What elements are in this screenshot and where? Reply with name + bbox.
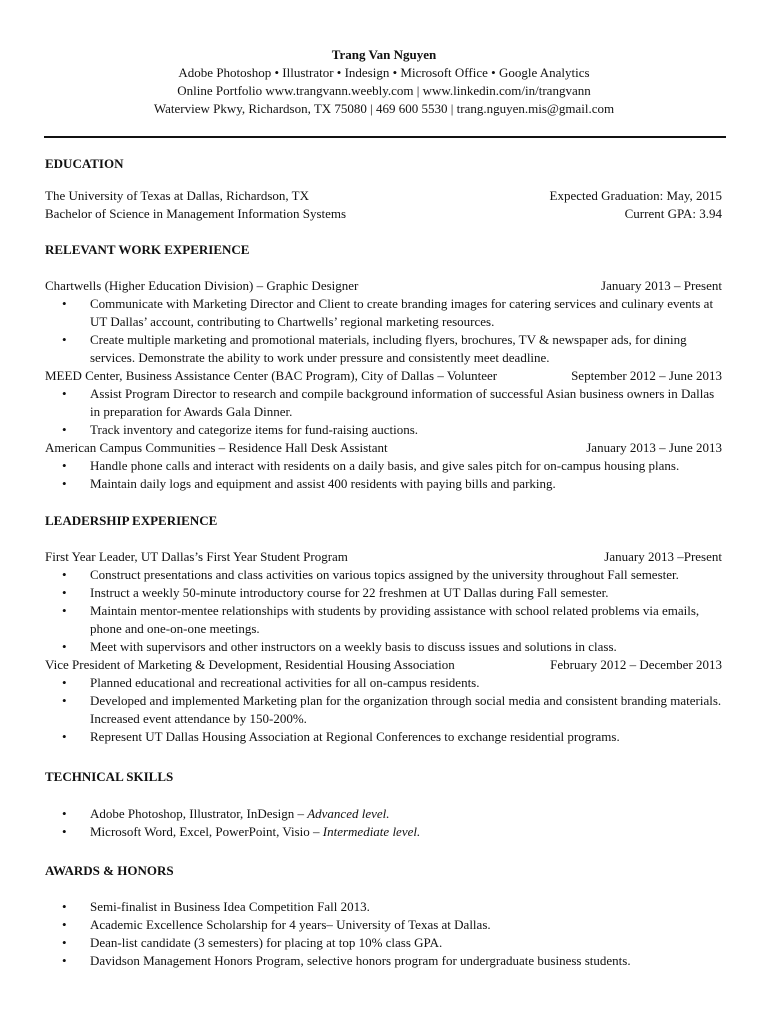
degree: Bachelor of Science in Management Information Systems bbox=[45, 206, 347, 221]
technical-block bbox=[45, 805, 722, 841]
awards-block bbox=[45, 898, 722, 970]
role-bullet: • Represent UT Dallas Housing Association at Regional Conferences to exchange residential programs. bbox=[45, 728, 722, 746]
job-bullet: • Maintain daily logs and equipment and assist 400 residents with paying bills and parking. bbox=[45, 475, 722, 493]
award-item: • Davidson Management Honors Program, selective honors program for undergraduate business students. bbox=[45, 952, 722, 970]
portfolio-line: Online Portfolio www.trangvann.weebly.com | www.linkedin.com/in/trangvann bbox=[177, 83, 591, 98]
section-title-work: RELEVANT WORK EXPERIENCE bbox=[45, 242, 250, 257]
skill-level: Intermediate level. bbox=[322, 824, 421, 839]
section-title-education: EDUCATION bbox=[45, 156, 124, 171]
role-dates: January 2013 –Present bbox=[604, 549, 722, 564]
section-title-awards: AWARDS & HONORS bbox=[45, 863, 174, 878]
job-bullet: • Communicate with Marketing Director and Client to create branding images for catering services and culinary events at UT Dallas’ account, contributing to Chartwells’ regional marketing resources. bbox=[45, 295, 722, 331]
job-dates: January 2013 – Present bbox=[601, 278, 722, 293]
role-dates: February 2012 – December 2013 bbox=[550, 657, 722, 672]
section-title-technical: TECHNICAL SKILLS bbox=[45, 769, 174, 784]
role-bullet: • Developed and implemented Marketing plan for the organization through social media and consistent branding materials. Increased event attendance by 150-200%. bbox=[45, 692, 722, 728]
contact-line: Waterview Pkwy, Richardson, TX 75080 | 469 600 5530 | trang.nguyen.mis@gmail.com bbox=[153, 101, 615, 116]
section-title-leadership: LEADERSHIP EXPERIENCE bbox=[45, 513, 218, 528]
role-org: Vice President of Marketing & Development, Residential Housing Association bbox=[45, 657, 455, 672]
skill-text: Adobe Photoshop, Illustrator, InDesign – bbox=[90, 806, 308, 821]
skill-item bbox=[45, 805, 722, 823]
job-org: Chartwells (Higher Education Division) – Graphic Designer bbox=[45, 278, 359, 293]
role-bullet: • Construct presentations and class activities on various topics assigned by the university throughout Fall semester. bbox=[45, 566, 722, 584]
job-bullet: • Handle phone calls and interact with residents on a daily basis, and give sales pitch for on-campus housing plans. bbox=[45, 457, 722, 475]
skill-level: Advanced level. bbox=[307, 806, 390, 821]
work-block bbox=[45, 277, 722, 493]
skill-item bbox=[45, 823, 722, 841]
school-name: The University of Texas at Dallas, Richardson, TX bbox=[45, 188, 309, 203]
leadership-block bbox=[45, 548, 722, 746]
role-bullet: • Planned educational and recreational activities for all on-campus residents. bbox=[45, 674, 722, 692]
header-divider bbox=[44, 136, 726, 138]
job-bullet: • Create multiple marketing and promotional materials, including flyers, brochures, TV & newspaper ads, for dining services. Demonstrate the ability to work under pressure and consistently meet deadline. bbox=[45, 331, 722, 367]
job-org: American Campus Communities – Residence Hall Desk Assistant bbox=[45, 440, 388, 455]
candidate-name: Trang Van Nguyen bbox=[331, 47, 437, 62]
job-dates: January 2013 – June 2013 bbox=[586, 440, 722, 455]
award-item: • Academic Excellence Scholarship for 4 years– University of Texas at Dallas. bbox=[45, 916, 722, 934]
job-bullet: • Track inventory and categorize items for fund-raising auctions. bbox=[45, 421, 722, 439]
role-bullet: • Meet with supervisors and other instructors on a weekly basis to discuss issues and solutions in class. bbox=[45, 638, 722, 656]
skill-text: Microsoft Word, Excel, PowerPoint, Visio – bbox=[90, 824, 323, 839]
job-dates: September 2012 – June 2013 bbox=[571, 368, 722, 383]
graduation-date: Expected Graduation: May, 2015 bbox=[549, 188, 722, 203]
role-bullet: • Maintain mentor-mentee relationships with students by providing assistance with school related problems via emails, phone and one-on-one meetings. bbox=[45, 602, 722, 638]
award-item: • Semi-finalist in Business Idea Competition Fall 2013. bbox=[45, 898, 722, 916]
job-org: MEED Center, Business Assistance Center (BAC Program), City of Dallas – Volunteer bbox=[45, 368, 498, 383]
role-org: First Year Leader, UT Dallas’s First Year Student Program bbox=[45, 549, 348, 564]
role-bullet: • Instruct a weekly 50-minute introductory course for 22 freshmen at UT Dallas during Fall semester. bbox=[45, 584, 722, 602]
skills-summary-line: Adobe Photoshop • Illustrator • Indesign • Microsoft Office • Google Analytics bbox=[178, 65, 590, 80]
award-item: • Dean-list candidate (3 semesters) for placing at top 10% class GPA. bbox=[45, 934, 722, 952]
resume-header bbox=[45, 46, 723, 118]
job-bullet: • Assist Program Director to research and compile background information of successful Asian business owners in Dallas in preparation for Awards Gala Dinner. bbox=[45, 385, 722, 421]
gpa: Current GPA: 3.94 bbox=[624, 206, 722, 221]
education-block bbox=[45, 187, 722, 223]
